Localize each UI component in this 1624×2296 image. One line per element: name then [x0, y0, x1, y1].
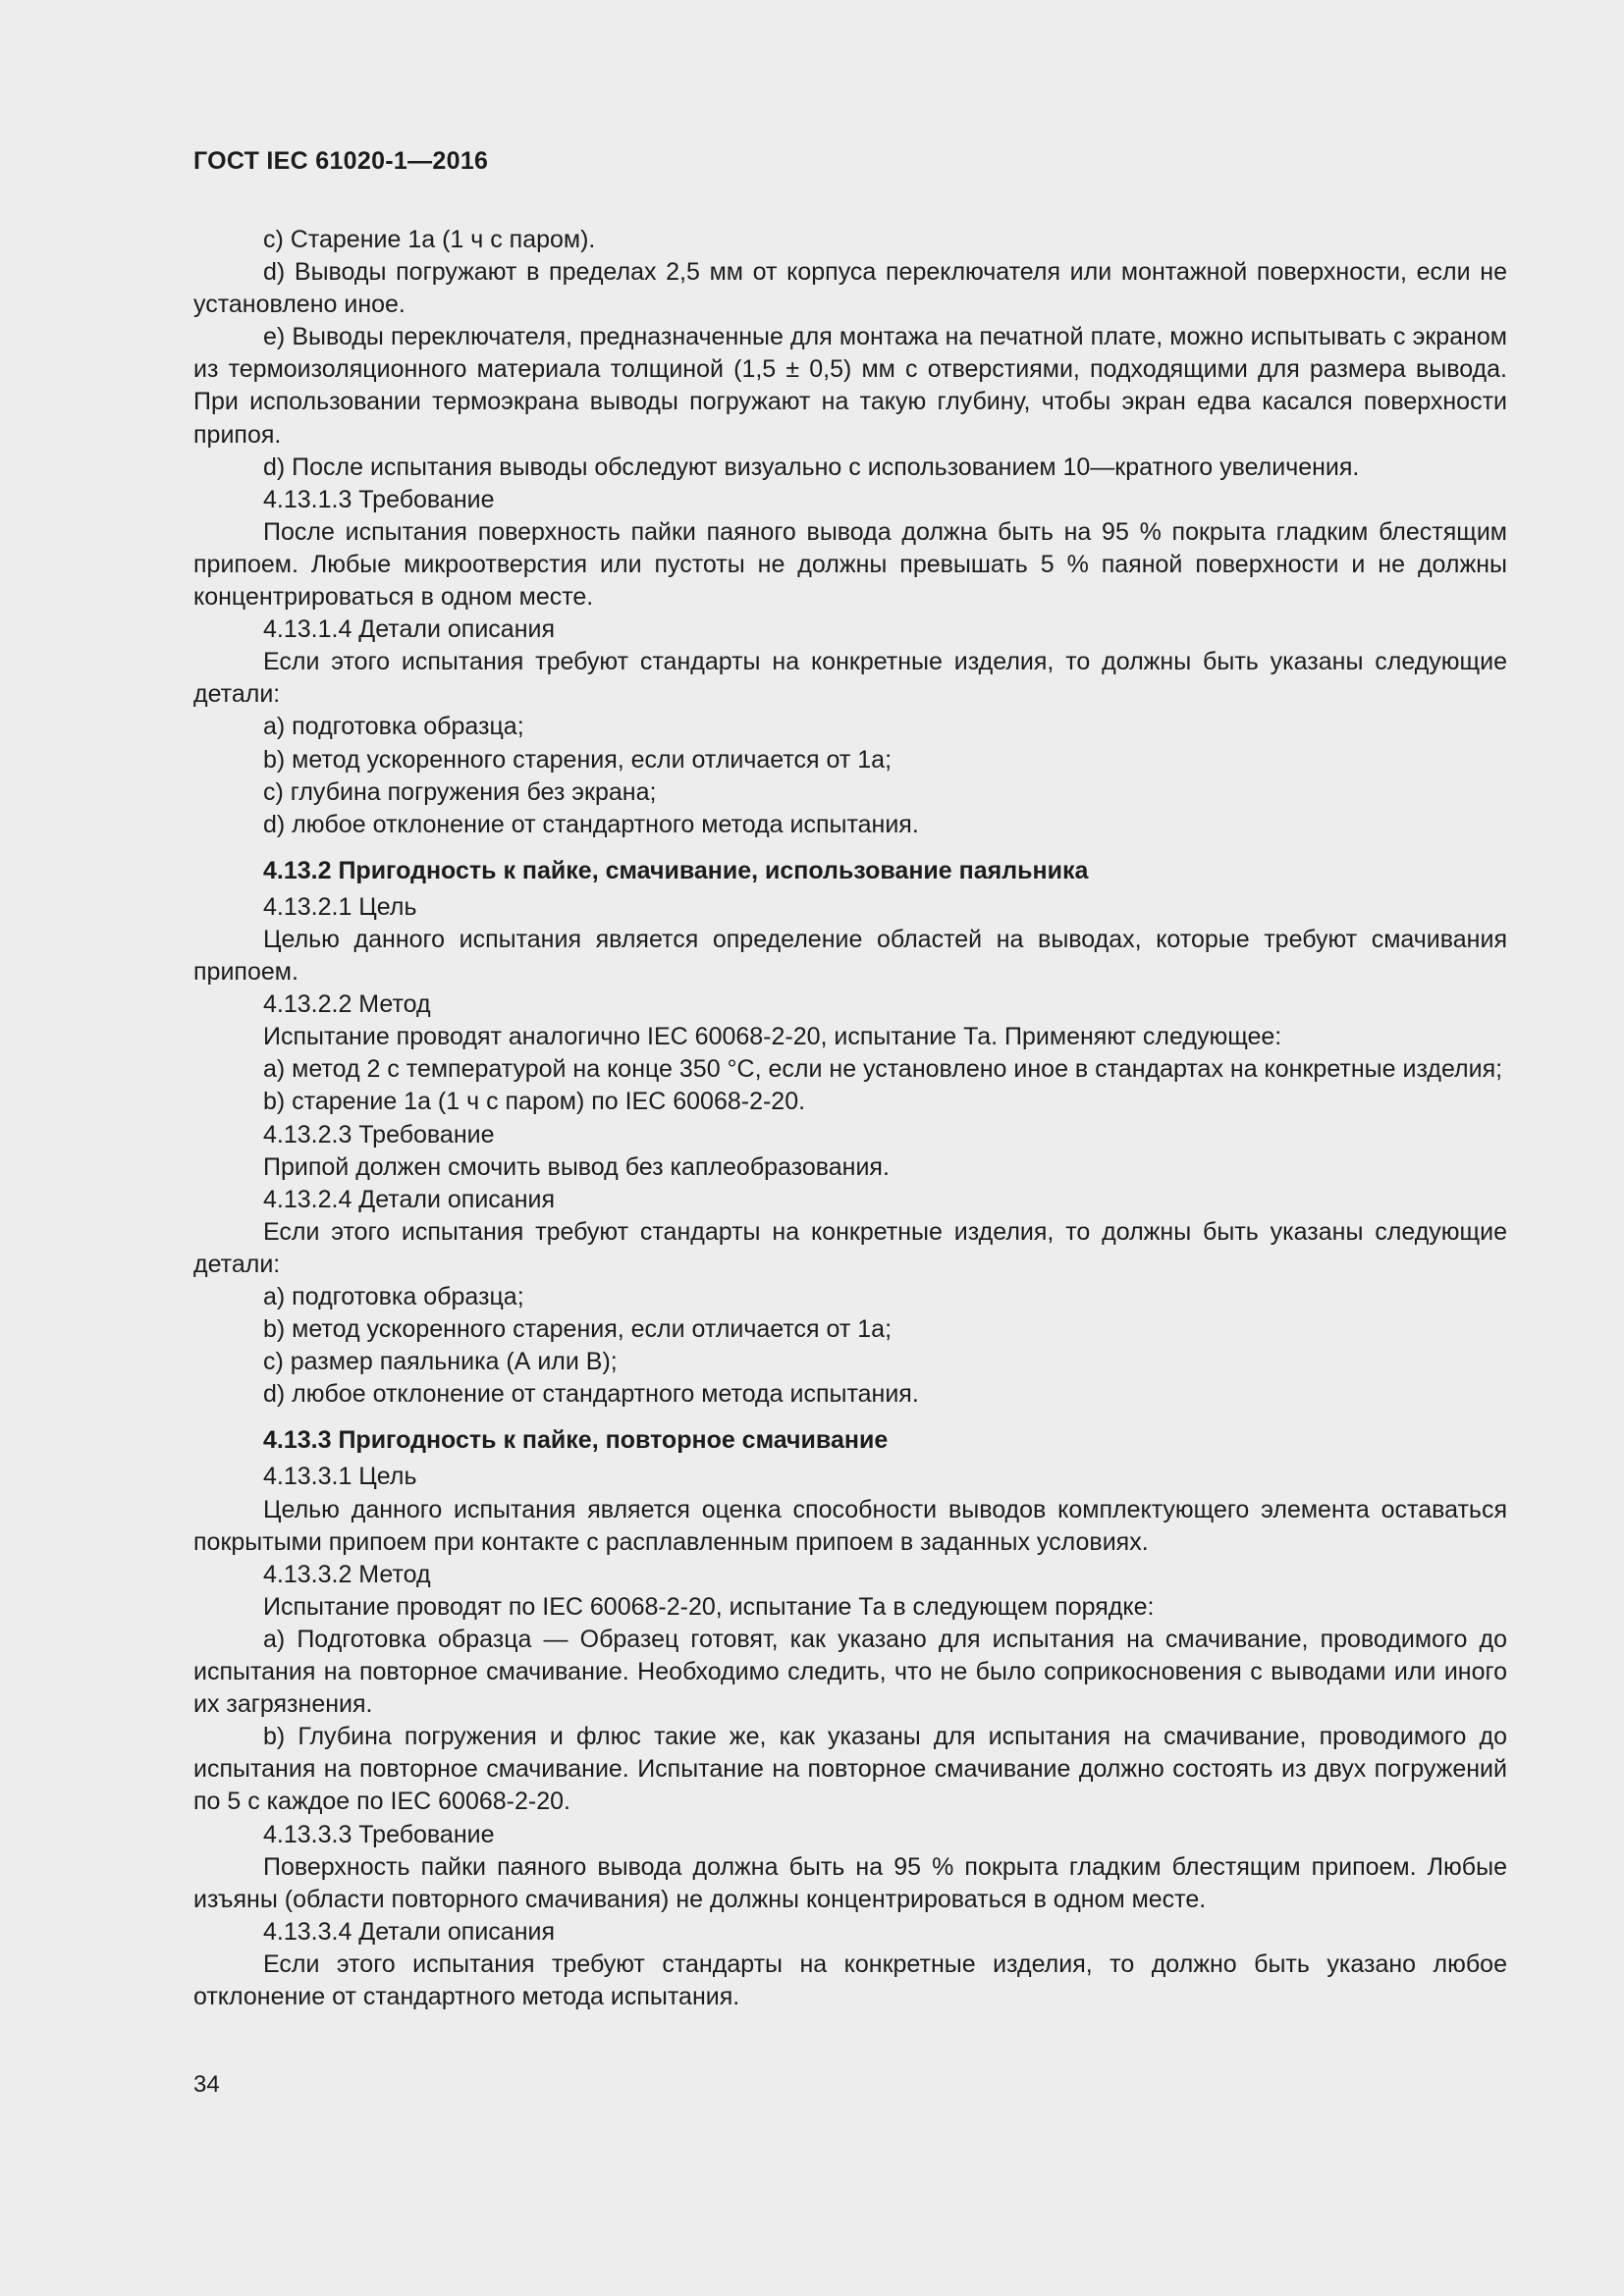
list-item: a) Подготовка образца — Образец готовят, как указано для испытания на смачивание, проводимого до испытания на повторное смачивание. Необходимо следить, что не было соприкосновения с выводами или иного их загрязнения.: [193, 1625, 1507, 1719]
paragraph: После испытания поверхность пайки паяного вывода должна быть на 95 % покрыта гладким блестящим припоем. Любые микроотверстия или пустоты не должны превышать 5 % паяной поверхности и не должны концентрироваться в одном месте.: [193, 517, 1507, 612]
paragraph: Если этого испытания требуют стандарты на конкретные изделия, то должны быть указаны следующие детали:: [193, 648, 1507, 709]
list-item: b) метод ускоренного старения, если отличается от 1а;: [263, 1315, 893, 1344]
subsection-title: 4.13.3.1 Цель: [263, 1463, 417, 1491]
subsection-title: 4.13.1.4 Детали описания: [263, 615, 555, 644]
page-number: 34: [193, 2071, 220, 2098]
subsection-title: 4.13.3.4 Детали описания: [263, 1917, 555, 1946]
list-item: c) размер паяльника (А или В);: [263, 1348, 618, 1376]
list-item: a) подготовка образца;: [263, 713, 524, 741]
subsection-title: 4.13.3.2 Метод: [263, 1560, 431, 1588]
subsection-title: 4.13.2.2 Метод: [263, 990, 431, 1019]
section-heading: 4.13.2 Пригодность к пайке, смачивание, использование паяльника: [263, 856, 1089, 884]
paragraph: Испытание проводят по IEC 60068-2-20, испытание Та в следующем порядке:: [263, 1592, 1155, 1621]
section-heading: 4.13.3 Пригодность к пайке, повторное смачивание: [263, 1426, 889, 1455]
subsection-title: 4.13.2.1 Цель: [263, 892, 417, 921]
paragraph: Целью данного испытания является оценка способности выводов комплектующего элемента оставаться покрытыми припоем при контакте с расплавленным припоем в заданных условиях.: [193, 1495, 1507, 1556]
list-item: d) любое отклонение от стандартного метода испытания.: [263, 1380, 919, 1409]
document-body: [193, 224, 1507, 2013]
paragraph: Поверхность пайки паяного вывода должна быть на 95 % покрыта гладким блестящим припоем. Любые изъяны (области повторного смачивания) не должны концентрироваться в одном месте.: [193, 1852, 1507, 1913]
paragraph: d) После испытания выводы обследуют визуально с использованием 10—кратного увеличения.: [263, 453, 1360, 481]
subsection-title: 4.13.1.3 Требование: [263, 485, 495, 513]
subsection-title: 4.13.3.3 Требование: [263, 1820, 495, 1848]
list-item: b) старение 1а (1 ч с паром) по IEC 60068-2-20.: [263, 1088, 806, 1116]
list-item: d) любое отклонение от стандартного метода испытания.: [263, 810, 919, 838]
paragraph: e) Выводы переключателя, предназначенные для монтажа на печатной плате, можно испытывать с экраном из термоизоляционного материала толщиной (1,5 ± 0,5) мм с отверстиями, подходящими для размера вывода. При использовании термоэкрана выводы погружают на такую глубину, чтобы экран едва касался поверхности припоя.: [193, 323, 1507, 449]
paragraph: Припой должен смочить вывод без каплеобразования.: [263, 1152, 890, 1181]
paragraph: Если этого испытания требуют стандарты на конкретные изделия, то должны быть указаны следующие детали:: [193, 1217, 1507, 1278]
paragraph: Если этого испытания требуют стандарты на конкретные изделия, то должно быть указано любое отклонение от стандартного метода испытания.: [193, 1949, 1507, 2010]
list-item: a) метод 2 с температурой на конце 350 °С, если не установлено иное в стандартах на конкретные изделия;: [263, 1055, 1503, 1084]
subsection-title: 4.13.2.4 Детали описания: [263, 1185, 555, 1213]
document-header: ГОСТ IEC 61020-1—2016: [193, 147, 489, 175]
paragraph: Целью данного испытания является определение областей на выводах, которые требуют смачивания припоем.: [193, 925, 1507, 987]
list-item: b) Глубина погружения и флюс такие же, как указаны для испытания на смачивание, проводимого до испытания на повторное смачивание. Испытание на повторное смачивание должно состоять из двух погружений по 5 с каждое по IEC 60068-2-20.: [193, 1723, 1507, 1816]
list-item: a) подготовка образца;: [263, 1283, 524, 1310]
list-item: c) глубина погружения без экрана;: [263, 777, 657, 806]
paragraph: Испытание проводят аналогично IEC 60068-2-20, испытание Та. Применяют следующее:: [263, 1023, 1282, 1051]
subsection-title: 4.13.2.3 Требование: [263, 1120, 495, 1148]
paragraph: d) Выводы погружают в пределах 2,5 мм от корпуса переключателя или монтажной поверхности, если не установлено иное.: [193, 258, 1507, 319]
list-item: b) метод ускоренного старения, если отличается от 1а;: [263, 745, 893, 774]
paragraph: c) Старение 1а (1 ч с паром).: [263, 226, 596, 253]
